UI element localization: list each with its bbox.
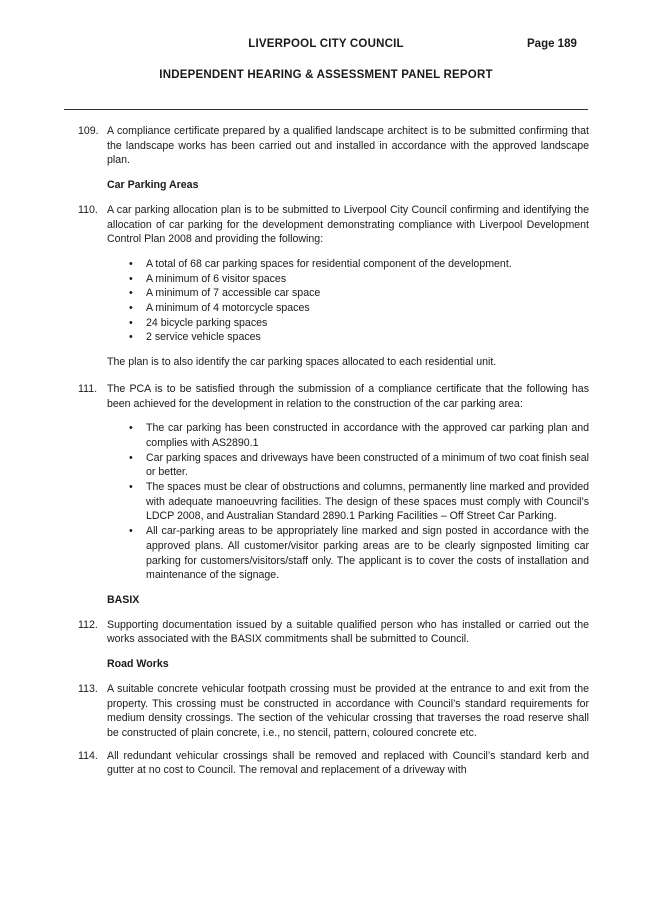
bullet-list [0, 257, 652, 345]
item-number: 109. [78, 125, 99, 137]
report-title: INDEPENDENT HEARING & ASSESSMENT PANEL REPORT [159, 69, 493, 81]
condition-109 [0, 124, 652, 168]
bullet-item: • Car parking spaces and driveways have been constructed of a minimum of two coat finish seal or better. [146, 451, 589, 480]
condition-112 [0, 618, 652, 647]
bullet-item: • The spaces must be clear of obstructions and columns, permanently line marked and provided with adequate manoeuvring facilities. The design of these spaces must comply with Council’s LDCP 2008, and Australian Standard 2890.1 Parking Facilities – Off Street Car Parking. [146, 480, 589, 524]
bullet-item: • The car parking has been constructed in accordance with the approved car parking plan and complies with AS2890.1 [146, 421, 589, 450]
item-text: All redundant vehicular crossings shall be removed and replaced with Council’s standard kerb and gutter at no cost to Council. The removal and replacement of a driveway with [107, 749, 589, 777]
bullet-item: • A minimum of 7 accessible car space [146, 286, 589, 301]
section-heading-basix: BASIX [107, 593, 140, 606]
item-number: 111. [78, 382, 98, 395]
bullet-item: • All car-parking areas to be appropriately line marked and sign posted in accordance with the approved plans. All customer/visitor parking areas are to be clearly signposted limiting car parking for customers/visitors/staff only. The applicant is to cover the costs of installation and maintenance of the signage. [146, 524, 589, 583]
section-heading-road-works: Road Works [107, 658, 169, 671]
bullet-item: • 24 bicycle parking spaces [146, 316, 589, 331]
bullet-item: • A minimum of 4 motorcycle spaces [146, 301, 589, 316]
section-heading-car-parking: Car Parking Areas [107, 179, 199, 192]
item-text: A compliance certificate prepared by a qualified landscape architect is to be submitted confirming that the landscape works has been carried out and installed in accordance with the approved landscape plan. [107, 125, 589, 167]
item-number: 112. [78, 618, 98, 631]
council-title: LIVERPOOL CITY COUNCIL [248, 38, 404, 50]
item-number: 113. [78, 682, 98, 695]
item-number: 114. [78, 749, 98, 762]
page-number: Page 189 [527, 38, 577, 50]
item-note: The plan is to also identify the car parking spaces allocated to each residential unit. [107, 356, 497, 369]
bullet-item: • A minimum of 6 visitor spaces [146, 272, 589, 287]
condition-113 [0, 682, 652, 741]
document-body [0, 124, 652, 786]
bullet-item: • 2 service vehicle spaces [146, 330, 589, 345]
item-text: Supporting documentation issued by a suitable qualified person who has installed or carried out the works associated with the BASIX commitments shall be submitted to Council. [107, 618, 589, 646]
condition-114 [0, 749, 652, 778]
header-rule [64, 109, 588, 110]
condition-110 [0, 203, 652, 370]
item-text: The PCA is to be satisfied through the submission of a compliance certificate that the following has been achieved for the development in relation to the construction of the car parking area: [107, 382, 589, 410]
bullet-item: • A total of 68 car parking spaces for residential component of the development. [146, 257, 589, 272]
bullet-list [0, 421, 652, 583]
item-text: A car parking allocation plan is to be submitted to Liverpool City Council confirming and identifying the allocation of car parking for the development demonstrating compliance with Liverpool Development Control Plan 2008 and providing the following: [107, 203, 589, 246]
condition-111 [0, 382, 652, 583]
item-text: A suitable concrete vehicular footpath crossing must be provided at the entrance to and exit from the property. This crossing must be constructed in accordance with Council’s standard requirements for medium density crossings. The section of the vehicular crossing that traverses the road reserve shall be constructed of plain concrete, i.e., no stencil, pattern, coloured concrete etc. [107, 682, 589, 739]
item-number: 110. [78, 203, 98, 216]
